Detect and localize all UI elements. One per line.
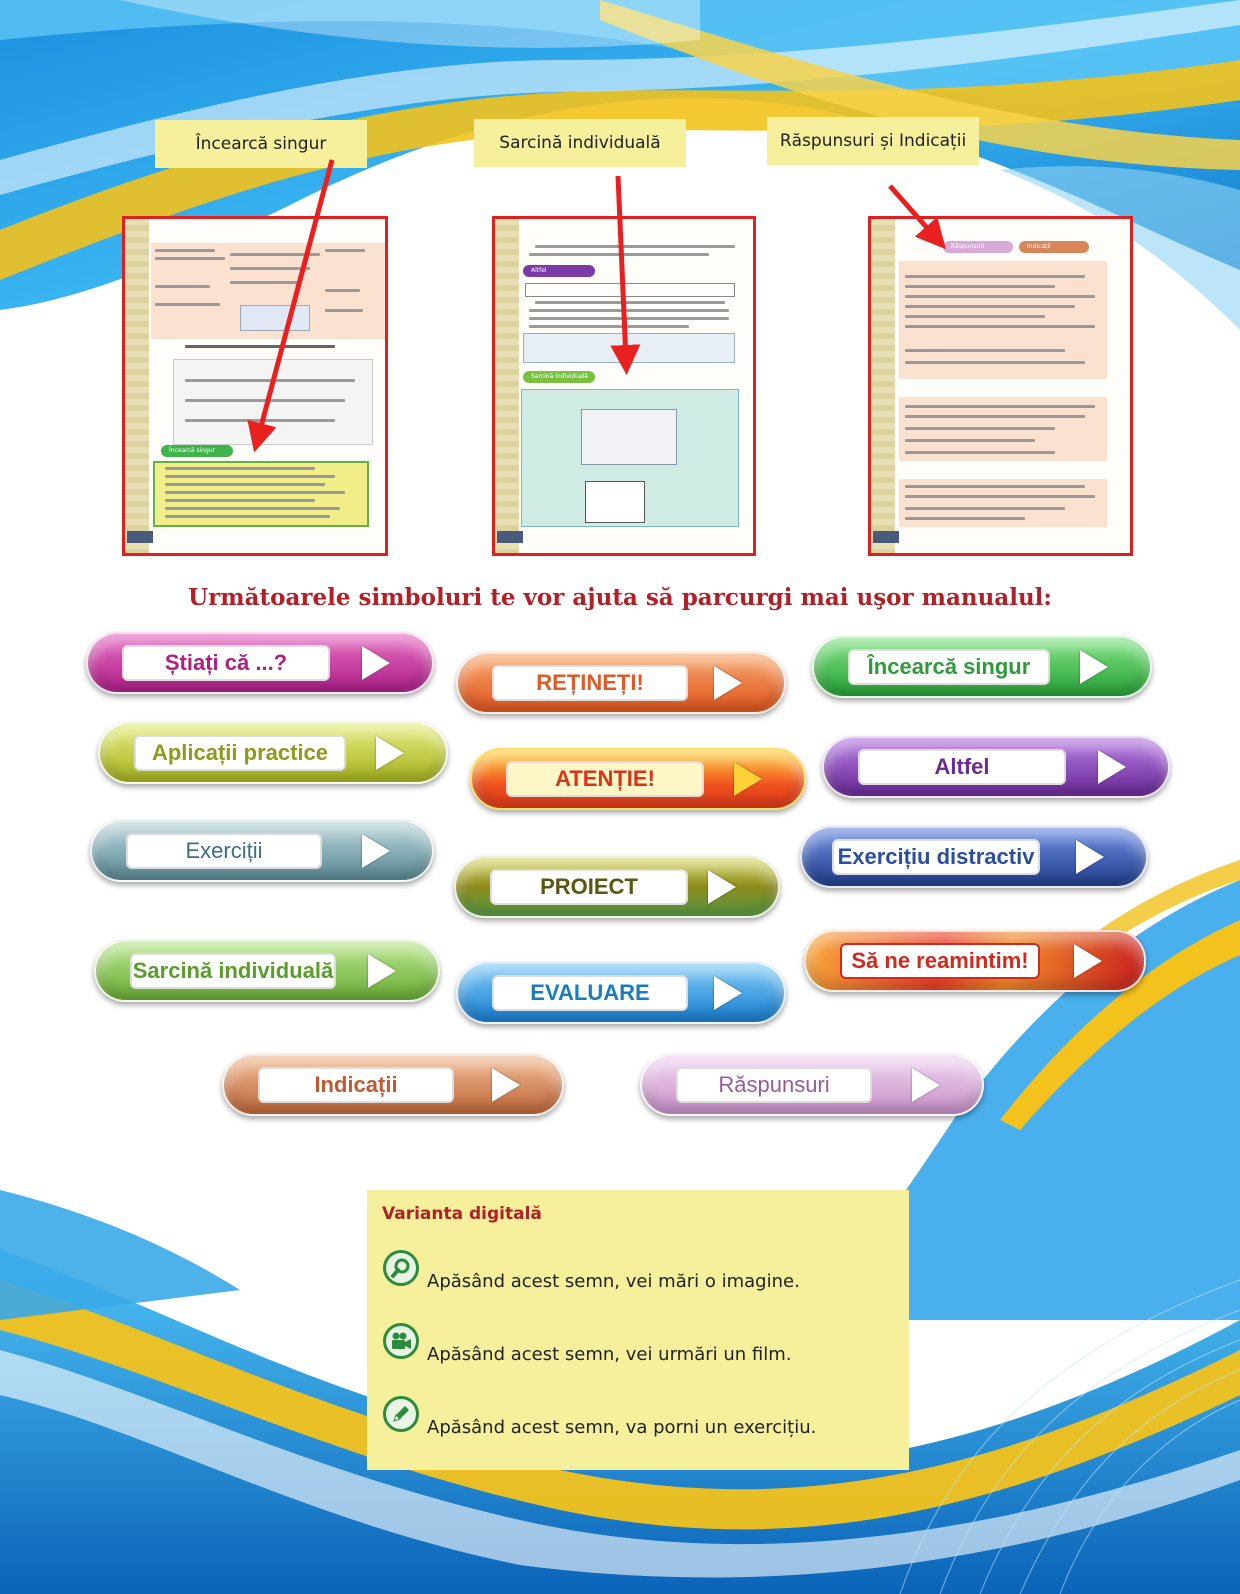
symbol-label: REȚINEȚI!: [492, 665, 688, 701]
video-camera-icon[interactable]: [383, 1323, 419, 1359]
symbol-incearca-singur: [812, 636, 1152, 698]
symbol-label: Știați că ...?: [122, 645, 330, 681]
play-arrow-icon: [912, 1068, 940, 1102]
pencil-icon[interactable]: [383, 1396, 419, 1432]
symbol-label: Răspunsuri: [676, 1067, 872, 1103]
symbol-label: Să ne reamintim!: [840, 943, 1040, 979]
symbol-sa-ne-reamintim: [804, 930, 1146, 992]
symbol-sarcina-individuala: [94, 940, 440, 1002]
thumb-pill-hints: Indicații: [1019, 241, 1089, 253]
symbol-altfel: [822, 736, 1170, 798]
page-thumbnail-right: [868, 216, 1133, 556]
symbol-evaluare: [456, 962, 786, 1024]
symbol-label: Indicații: [258, 1067, 454, 1103]
play-arrow-icon: [368, 954, 396, 988]
symbol-atentie: [470, 748, 806, 810]
symbol-label: Altfel: [858, 749, 1066, 785]
digital-variant-box: [367, 1190, 909, 1470]
callout-try-alone: [155, 120, 367, 168]
digital-row-zoom: [383, 1254, 800, 1294]
page-number-badge: [873, 531, 899, 543]
symbol-aplicatii-practice: [98, 722, 448, 784]
digital-variant-title: Varianta digitală: [382, 1204, 542, 1224]
play-arrow-icon: [734, 762, 762, 796]
symbol-label: Aplicații practice: [134, 735, 346, 771]
page-number-badge: [127, 531, 153, 543]
symbol-label: Exercițiu distractiv: [832, 839, 1040, 875]
thumb-pill-answers: Răspunsuri: [943, 241, 1013, 253]
play-arrow-icon: [714, 976, 742, 1010]
digital-row-text: Apăsând acest semn, vei mări o imagine.: [427, 1271, 800, 1292]
play-arrow-icon: [1074, 944, 1102, 978]
digital-row-exercise: [383, 1400, 816, 1440]
page-thumbnail-middle: [492, 216, 756, 556]
play-arrow-icon: [362, 646, 390, 680]
play-arrow-icon: [708, 870, 736, 904]
digital-row-text: Apăsând acest semn, va porni un exercițiu.: [427, 1417, 817, 1438]
play-arrow-icon: [492, 1068, 520, 1102]
digital-row-video: [383, 1327, 792, 1367]
symbol-label: EVALUARE: [492, 975, 688, 1011]
callout-try-alone-text: Încearcă singur: [195, 134, 327, 154]
symbol-proiect: [454, 856, 780, 918]
symbol-exercitii: [90, 820, 434, 882]
callout-answers-hints: [767, 117, 979, 165]
play-arrow-icon: [1076, 840, 1104, 874]
play-arrow-icon: [376, 736, 404, 770]
play-arrow-icon: [714, 666, 742, 700]
magnifier-icon[interactable]: [383, 1250, 419, 1286]
page-number-badge: [497, 531, 523, 543]
digital-row-text: Apăsând acest semn, vei urmări un film.: [427, 1344, 792, 1365]
symbol-indicatii: [222, 1054, 564, 1116]
callout-answers-hints-text: Răspunsuri și Indicații: [779, 131, 967, 151]
symbol-label: Încearcă singur: [848, 649, 1050, 685]
page-spine: [871, 219, 895, 553]
page-thumbnail-left: [122, 216, 388, 556]
page-spine: [125, 219, 149, 553]
symbol-label: Sarcină individuală: [130, 953, 336, 989]
play-arrow-icon: [1080, 650, 1108, 684]
symbol-label: PROIECT: [490, 869, 688, 905]
thumb-pill-try-alone: Încearcă singur: [161, 445, 233, 457]
symbol-retineti: [456, 652, 786, 714]
callout-individual-task-text: Sarcină individuală: [499, 133, 661, 153]
page-spine: [495, 219, 519, 553]
symbol-exercitiu-distractiv: [800, 826, 1148, 888]
symbol-label: ATENȚIE!: [506, 761, 704, 797]
thumb-pill-individual-task: Sarcină individuală: [523, 371, 595, 383]
thumb-pill-altfel: Altfel: [523, 265, 595, 277]
symbol-label: Exerciții: [126, 833, 322, 869]
page-heading: Următoarele simboluri te vor ajuta să parcurgi mai uşor manualul:: [188, 584, 1052, 611]
symbol-raspunsuri: [640, 1054, 984, 1116]
play-arrow-icon: [362, 834, 390, 868]
symbol-stiati-ca: [86, 632, 434, 694]
callout-individual-task: [474, 119, 686, 167]
play-arrow-icon: [1098, 750, 1126, 784]
